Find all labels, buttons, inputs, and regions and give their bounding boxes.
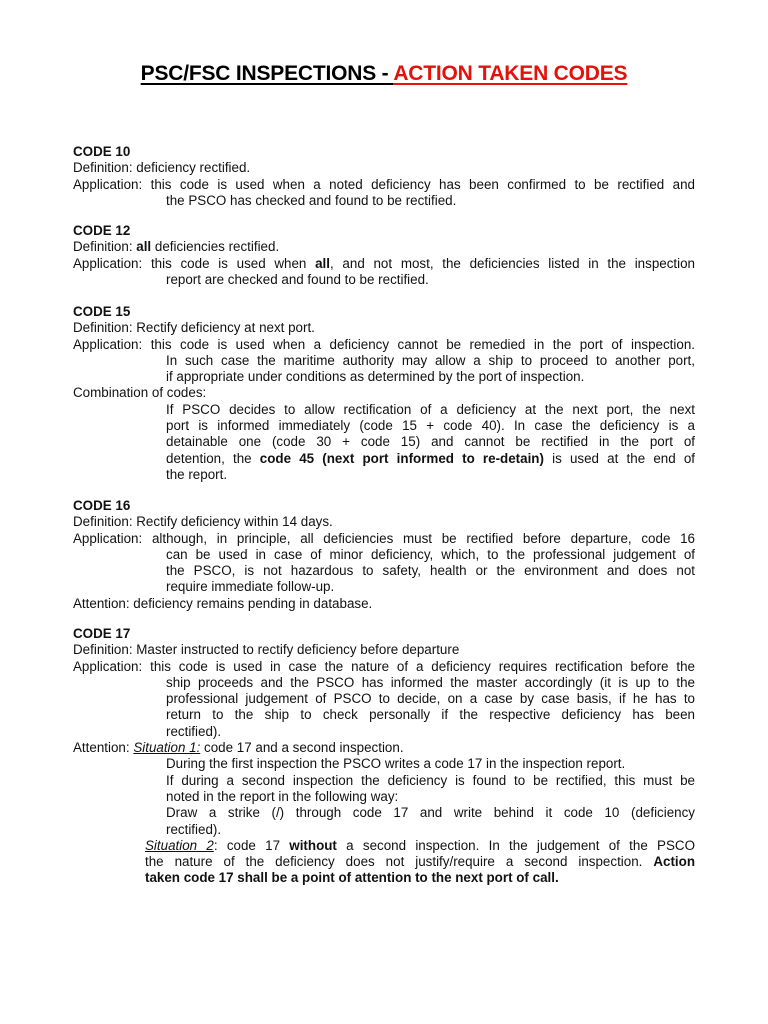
code-16-application-cont-3: require immediate follow-up. — [166, 579, 335, 595]
code-16-definition: Definition: Rectify deficiency within 14 days. — [73, 514, 333, 530]
code-17-section — [73, 626, 695, 887]
code-12-def-bold: all — [136, 239, 152, 255]
code-17-application: Application: this code is used in case the nature of a deficiency requires rectification before the — [73, 658, 695, 674]
code-15-combination-2: port is informed immediately (code 15 + code 40). In case the deficiency is a — [166, 418, 695, 434]
code-17-heading: CODE 17 — [73, 626, 131, 641]
code-10-application: Application: this code is used when a noted deficiency has been confirmed to be rectified and — [73, 176, 695, 192]
code-15-combo-pre: detention, the — [166, 450, 260, 466]
code-10-section — [73, 144, 695, 209]
code-17-s2-bold: without — [289, 837, 337, 853]
code-10-application-cont: the PSCO has checked and found to be rectified. — [166, 192, 457, 208]
code-12-app-bold: all — [315, 255, 330, 271]
code-15-definition: Definition: Rectify deficiency at next port. — [73, 320, 315, 336]
code-17-situation-1-line-5: rectified). — [166, 821, 222, 837]
code-16-application-cont-2: the PSCO, is not hazardous to safety, health or the environment and does not — [166, 563, 695, 579]
code-15-application-cont-1: In such case the maritime authority may allow a ship to proceed to another port, — [166, 352, 695, 368]
code-17-att-post: code 17 and a second inspection. — [200, 740, 404, 756]
title-prefix: PSC/FSC INSPECTIONS - — [140, 62, 394, 85]
code-10-heading: CODE 10 — [73, 144, 131, 159]
code-17-s2-post: a second inspection. In the judgement of the PSCO — [336, 837, 695, 853]
code-17-situation-1-line-2: If during a second inspection the deficiency is found to be rectified, this must be — [166, 772, 695, 788]
code-12-application-cont: report are checked and found to be rectified. — [166, 271, 429, 287]
code-12-app-pre: Application: this code is used when — [73, 255, 316, 271]
code-15-combination-4 — [73, 451, 695, 467]
code-15-combination-1: If PSCO decides to allow rectification of a deficiency at the next port, the next — [166, 401, 695, 417]
code-12-def-post: deficiencies rectified. — [151, 239, 280, 255]
code-15-combination-label: Combination of codes: — [73, 385, 207, 401]
code-15-combo-bold: code 45 (next port informed to re-detain) — [259, 450, 544, 466]
code-16-application-cont-1: can be used in case of minor deficiency, which, to the professional judgement of — [166, 546, 695, 562]
code-17-definition: Definition: Master instructed to rectify deficiency before departure — [73, 642, 460, 658]
title-highlight: ACTION TAKEN CODES — [393, 62, 628, 85]
code-17-s2-l2-bold: Action — [653, 854, 695, 870]
code-15-section — [73, 304, 695, 483]
code-15-heading: CODE 15 — [73, 304, 131, 319]
code-17-situation-2-line-1 — [73, 838, 695, 854]
code-16-section — [73, 498, 695, 612]
code-12-heading: CODE 12 — [73, 223, 131, 238]
code-15-combination-5: the report. — [166, 466, 228, 482]
code-12-section — [73, 223, 695, 288]
code-17-situation-2-line-3: taken code 17 shall be a point of attention to the next port of call. — [145, 870, 559, 886]
code-16-application: Application: although, in principle, all deficiencies must be rectified before departure, code 16 — [73, 530, 695, 546]
code-12-application — [73, 256, 695, 272]
code-17-s2-l2-pre: the nature of the deficiency does not justify/require a second inspection. — [145, 854, 654, 870]
code-16-attention: Attention: deficiency remains pending in database. — [73, 595, 373, 611]
code-17-application-cont-4: rectified). — [166, 723, 222, 739]
code-17-situation-1-line-1: During the first inspection the PSCO writes a code 17 in the inspection report. — [166, 756, 626, 772]
code-12-def-pre: Definition: — [73, 239, 137, 255]
code-12-definition — [73, 239, 695, 255]
code-17-application-cont-3: return to the ship to check personally if the respective deficiency has been — [166, 707, 695, 723]
code-17-attention — [73, 740, 695, 756]
code-17-situation-2-label: Situation 2 — [145, 837, 214, 853]
code-17-situation-1-line-3: noted in the report in the following way: — [166, 788, 399, 804]
code-17-application-cont-2: professional judgement of PSCO to decide, on a case by case basis, if he has to — [166, 691, 695, 707]
code-17-application-cont-1: ship proceeds and the PSCO has informed the master accordingly (it is up to the — [166, 674, 695, 690]
code-15-application-cont-2: if appropriate under conditions as determined by the port of inspection. — [166, 369, 585, 385]
code-17-situation-1-label: Situation 1: — [133, 740, 201, 756]
code-12-app-post: , and not most, the deficiencies listed in the inspection — [330, 255, 695, 271]
code-17-situation-1-line-4: Draw a strike (/) through code 17 and write behind it code 10 (deficiency — [166, 805, 695, 821]
code-15-application: Application: this code is used when a deficiency cannot be remedied in the port of inspection. — [73, 336, 695, 352]
code-17-s2-pre: : code 17 — [213, 837, 290, 853]
code-17-att-pre: Attention: — [73, 740, 134, 756]
code-16-heading: CODE 16 — [73, 498, 131, 513]
code-10-definition: Definition: deficiency rectified. — [73, 160, 251, 176]
code-15-combo-post: is used at the end of — [543, 450, 695, 466]
page-title — [0, 60, 768, 88]
code-17-situation-2-line-2 — [73, 854, 695, 870]
code-15-combination-3: detainable one (code 30 + code 15) and cannot be rectified in the port of — [166, 434, 695, 450]
